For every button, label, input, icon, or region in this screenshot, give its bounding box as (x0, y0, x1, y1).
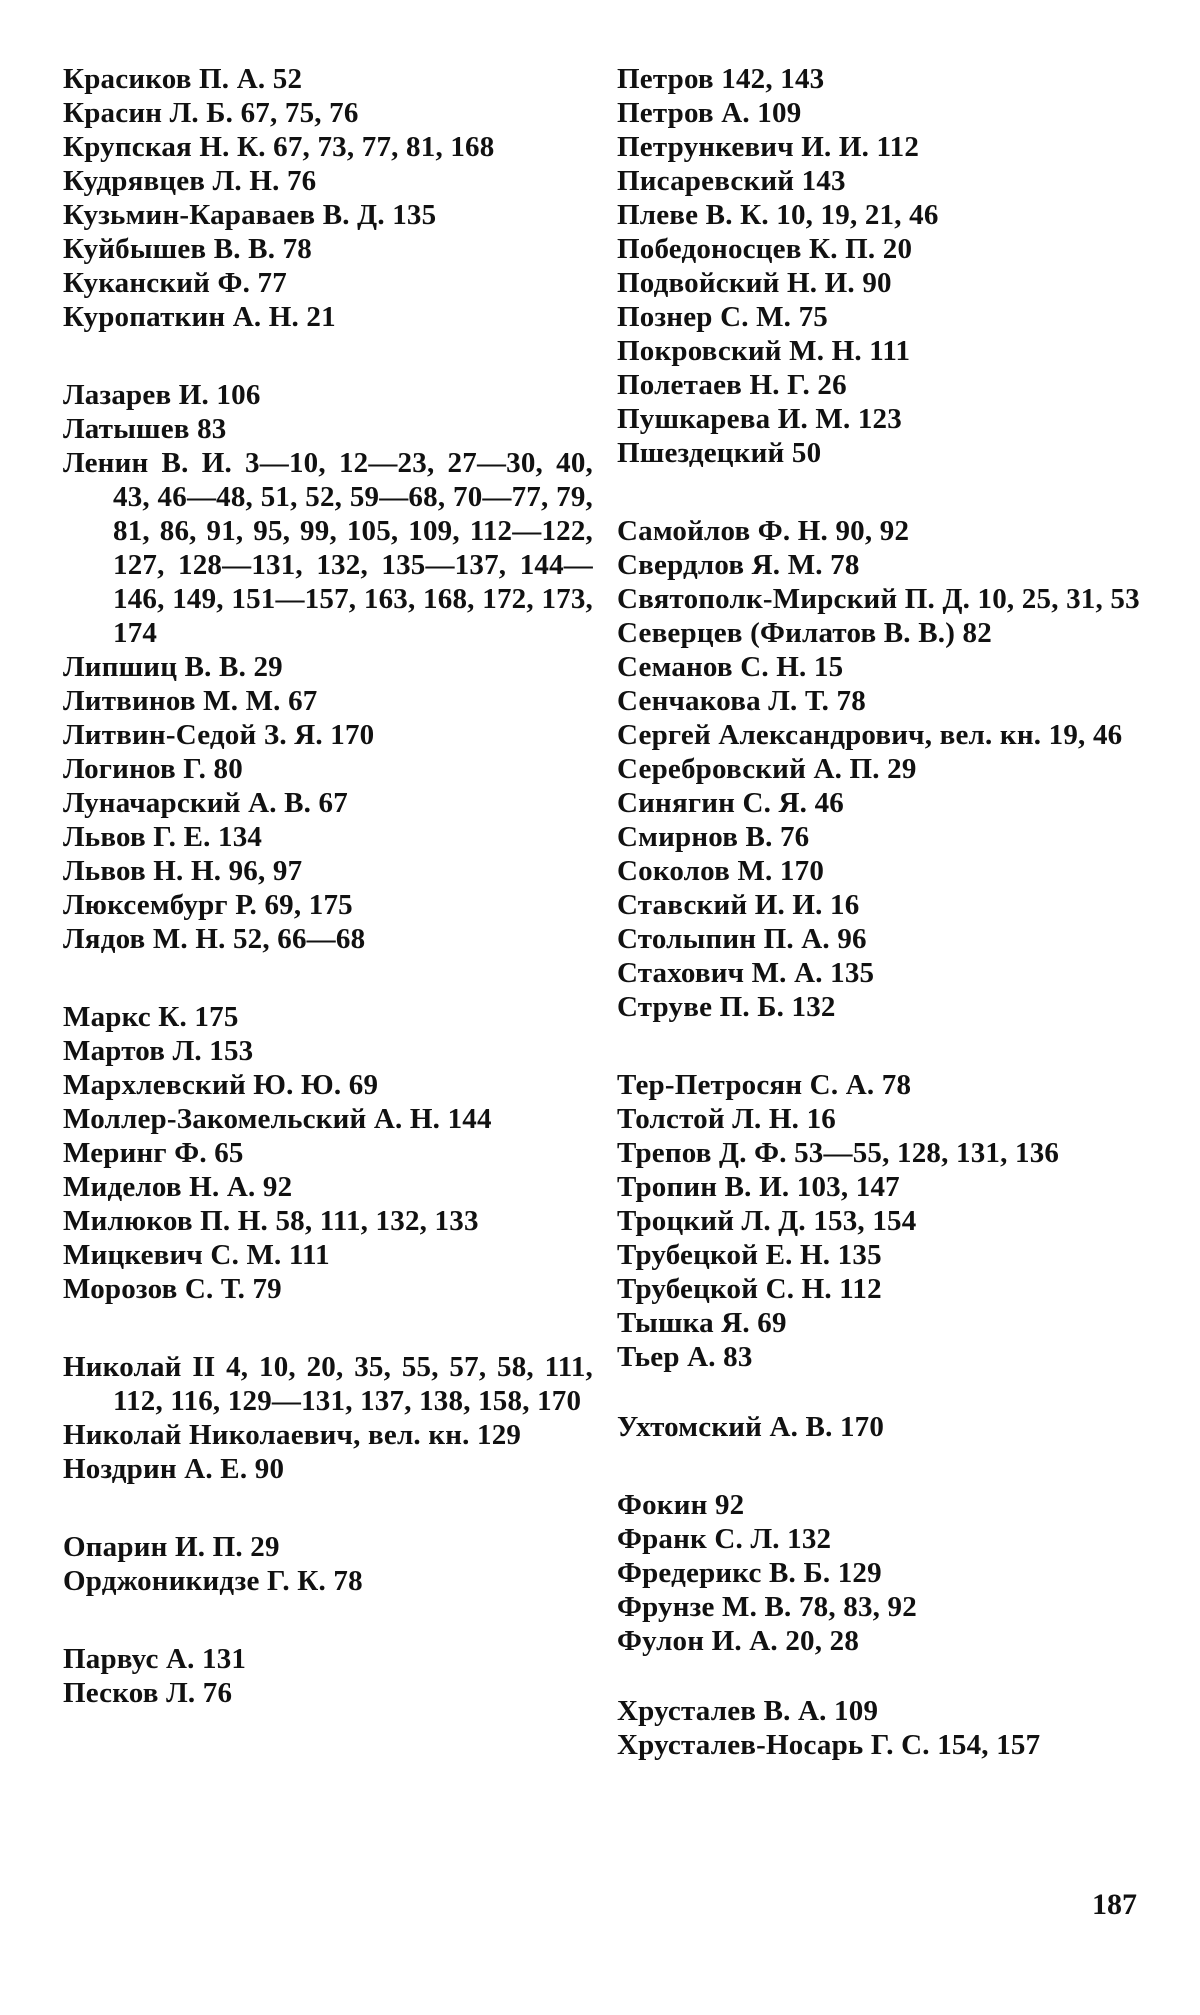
index-entry: Мицкевич С. М. 111 (63, 1239, 330, 1271)
index-entry: Пушкарева И. М. 123 (617, 403, 902, 435)
index-entry: Победоносцев К. П. 20 (617, 233, 913, 265)
index-entry: Сергей Александрович, вел. кн. 19, 46 (617, 719, 1123, 751)
index-entry: Трепов Д. Ф. 53—55, 128, 131, 136 (617, 1137, 1060, 1169)
index-entry: Трубецкой С. Н. 112 (617, 1273, 882, 1305)
index-entry: Ухтомский А. В. 170 (617, 1411, 885, 1443)
index-group (617, 1488, 1147, 1658)
index-entry: Кузьмин-Караваев В. Д. 135 (63, 199, 437, 231)
index-entry: Красиков П. А. 52 (63, 63, 303, 95)
index-entry: Стахович М. А. 135 (617, 957, 875, 989)
index-entry: Люксембург Р. 69, 175 (63, 889, 353, 921)
index-group (617, 1694, 1147, 1762)
index-entry: Орджоникидзе Г. К. 78 (63, 1565, 363, 1597)
index-entry: Сенчакова Л. Т. 78 (617, 685, 866, 717)
index-entry: Песков Л. 76 (63, 1677, 233, 1709)
index-group (617, 1068, 1147, 1374)
index-entry: Меринг Ф. 65 (63, 1137, 244, 1169)
index-entry: Хрусталев В. А. 109 (617, 1695, 879, 1727)
index-entry: Львов Н. Н. 96, 97 (63, 855, 303, 887)
index-group (63, 1000, 593, 1306)
index-group (63, 1350, 593, 1486)
index-entry: Тропин В. И. 103, 147 (617, 1171, 900, 1203)
index-entry: Моллер-Закомельский А. Н. 144 (63, 1103, 492, 1135)
index-entry: Толстой Л. Н. 16 (617, 1103, 836, 1135)
index-entry: Троцкий Л. Д. 153, 154 (617, 1205, 917, 1237)
index-entry: Покровский М. Н. 111 (617, 335, 911, 367)
index-group (63, 1530, 593, 1598)
index-entry: Ноздрин А. Е. 90 (63, 1453, 285, 1485)
index-entry: Николай II 4, 10, 20, 35, 55, 57, 58, 111, 112, 116, 129—131, 137, 138, 158, 170 (63, 1351, 593, 1417)
index-entry: Полетаев Н. Г. 26 (617, 369, 847, 401)
index-entry: Логинов Г. 80 (63, 753, 243, 785)
index-entry: Мартов Л. 153 (63, 1035, 254, 1067)
index-group (63, 62, 593, 334)
index-entry: Франк С. Л. 132 (617, 1523, 832, 1555)
index-entry: Свердлов Я. М. 78 (617, 549, 860, 581)
index-entry: Фокин 92 (617, 1489, 745, 1521)
index-entry: Святополк-Мирский П. Д. 10, 25, 31, 53 (617, 583, 1140, 615)
index-entry: Луначарский А. В. 67 (63, 787, 348, 819)
index-entry: Львов Г. Е. 134 (63, 821, 263, 853)
index-entry: Тьер А. 83 (617, 1341, 753, 1373)
index-entry: Милюков П. Н. 58, 111, 132, 133 (63, 1205, 479, 1237)
index-column-right (617, 62, 1147, 1806)
index-entry: Соколов М. 170 (617, 855, 825, 887)
index-entry: Миделов Н. А. 92 (63, 1171, 293, 1203)
index-entry: Петрункевич И. И. 112 (617, 131, 920, 163)
index-entry: Маркс К. 175 (63, 1001, 239, 1033)
index-entry: Тер-Петросян С. А. 78 (617, 1069, 912, 1101)
index-entry: Куканский Ф. 77 (63, 267, 287, 299)
index-entry: Литвинов М. М. 67 (63, 685, 318, 717)
index-group (617, 62, 1147, 470)
index-column-left (63, 62, 593, 1754)
index-entry: Фрунзе М. В. 78, 83, 92 (617, 1591, 917, 1623)
index-entry: Фулон И. А. 20, 28 (617, 1625, 860, 1657)
index-entry: Лядов М. Н. 52, 66—68 (63, 923, 366, 955)
index-entry: Мархлевский Ю. Ю. 69 (63, 1069, 379, 1101)
index-entry: Куйбышев В. В. 78 (63, 233, 313, 265)
index-entry: Николай Николаевич, вел. кн. 129 (63, 1419, 522, 1451)
index-entry: Северцев (Филатов В. В.) 82 (617, 617, 992, 649)
index-group (617, 514, 1147, 1024)
index-entry: Ленин В. И. 3—10, 12—23, 27—30, 40, 43, 46—48, 51, 52, 59—68, 70—77, 79, 81, 86, 91, 95, 99, 105, 109, 112—122, 127, 128—131, 132, 135—137, 144—146, 149, 151—157, 163, 168, 172, 173, 174 (63, 447, 593, 649)
index-group (63, 378, 593, 956)
index-entry: Кудрявцев Л. Н. 76 (63, 165, 317, 197)
index-entry: Лазарев И. 106 (63, 379, 261, 411)
page-number: 187 (1092, 1888, 1137, 1921)
index-entry: Петров 142, 143 (617, 63, 825, 95)
index-entry: Петров А. 109 (617, 97, 802, 129)
index-entry: Опарин И. П. 29 (63, 1531, 280, 1563)
index-entry: Познер С. М. 75 (617, 301, 828, 333)
index-entry: Самойлов Ф. Н. 90, 92 (617, 515, 910, 547)
index-entry: Плеве В. К. 10, 19, 21, 46 (617, 199, 939, 231)
index-entry: Фредерикс В. Б. 129 (617, 1557, 882, 1589)
index-entry: Столыпин П. А. 96 (617, 923, 867, 955)
index-entry: Ставский И. И. 16 (617, 889, 860, 921)
index-entry: Семанов С. Н. 15 (617, 651, 844, 683)
index-entry: Смирнов В. 76 (617, 821, 810, 853)
index-entry: Липшиц В. В. 29 (63, 651, 283, 683)
index-entry: Серебровский А. П. 29 (617, 753, 917, 785)
index-entry: Пшездецкий 50 (617, 437, 822, 469)
index-entry: Латышев 83 (63, 413, 227, 445)
index-entry: Струве П. Б. 132 (617, 991, 836, 1023)
index-entry: Тышка Я. 69 (617, 1307, 787, 1339)
index-entry: Красин Л. Б. 67, 75, 76 (63, 97, 359, 129)
index-entry: Куропаткин А. Н. 21 (63, 301, 336, 333)
index-entry: Крупская Н. К. 67, 73, 77, 81, 168 (63, 131, 495, 163)
index-entry: Хрусталев-Носарь Г. С. 154, 157 (617, 1729, 1041, 1761)
index-entry: Писаревский 143 (617, 165, 846, 197)
index-group (617, 1410, 1147, 1444)
index-entry: Парвус А. 131 (63, 1643, 247, 1675)
index-entry: Морозов С. Т. 79 (63, 1273, 282, 1305)
index-entry: Подвойский Н. И. 90 (617, 267, 892, 299)
index-entry: Трубецкой Е. Н. 135 (617, 1239, 882, 1271)
index-group (63, 1642, 593, 1710)
index-entry: Литвин-Седой З. Я. 170 (63, 719, 375, 751)
index-entry: Синягин С. Я. 46 (617, 787, 844, 819)
